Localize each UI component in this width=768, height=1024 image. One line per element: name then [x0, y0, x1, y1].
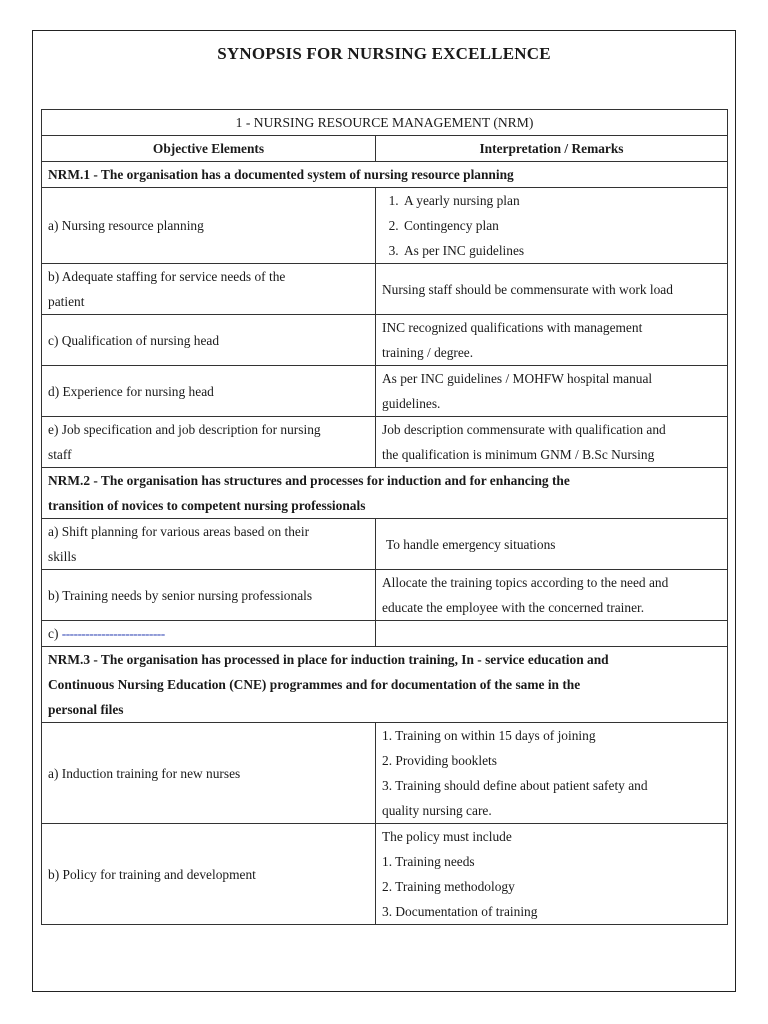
- list-item: 1. A yearly nursing plan: [402, 188, 721, 213]
- text-line: staff: [48, 447, 72, 462]
- element-nrm3-b: b) Policy for training and development: [42, 824, 376, 925]
- text-line: NRM.2 - The organisation has structures and processes for induction and for enhancing the: [48, 473, 570, 488]
- list-item: 2. Contingency plan: [402, 213, 721, 238]
- column-header-remarks: Interpretation / Remarks: [376, 136, 728, 162]
- text-line: e) Job specification and job description for nursing: [48, 422, 321, 437]
- standard-row-nrm2: [42, 468, 728, 519]
- section-title-row: [42, 110, 728, 136]
- text-line: personal files: [48, 702, 124, 717]
- standard-nrm1: NRM.1 - The organisation has a documented system of nursing resource planning: [42, 162, 728, 188]
- remarks-nrm2-a: [376, 519, 728, 570]
- text-line: the qualification is minimum GNM / B.Sc Nursing: [382, 447, 655, 462]
- element-nrm1-d: d) Experience for nursing head: [42, 366, 376, 417]
- text-line: training / degree.: [382, 345, 474, 360]
- element-prefix: c): [48, 626, 59, 641]
- table-row: [42, 188, 728, 264]
- text-line: patient: [48, 294, 85, 309]
- remarks-nrm2-c: [376, 621, 728, 647]
- text-line: transition of novices to competent nursing professionals: [48, 498, 366, 513]
- text-line: Allocate the training topics according to the need and: [382, 575, 669, 590]
- section-title: 1 - NURSING RESOURCE MANAGEMENT (NRM): [42, 110, 728, 136]
- text-line: Job description commensurate with qualification and: [382, 422, 666, 437]
- text-line: 2. Training methodology: [382, 879, 515, 894]
- element-nrm1-e: [42, 417, 376, 468]
- list-item: 3. As per INC guidelines: [402, 238, 721, 263]
- remarks-nrm1-a: [376, 188, 728, 264]
- text-line: To handle emergency situations: [386, 536, 556, 552]
- table-row: [42, 417, 728, 468]
- table-row: [42, 264, 728, 315]
- remarks-nrm1-c: [376, 315, 728, 366]
- table-row: [42, 519, 728, 570]
- element-nrm1-c: c) Qualification of nursing head: [42, 315, 376, 366]
- table-row: [42, 315, 728, 366]
- text-line: 2. Providing booklets: [382, 753, 497, 768]
- text-line: guidelines.: [382, 396, 441, 411]
- table-row: [42, 366, 728, 417]
- standard-row-nrm1: [42, 162, 728, 188]
- blank-placeholder: --------------------------: [61, 626, 165, 641]
- remarks-nrm1-d: [376, 366, 728, 417]
- text-line: 1. Training on within 15 days of joining: [382, 728, 596, 743]
- text-line: NRM.3 - The organisation has processed in place for induction training, In - service education and: [48, 652, 609, 667]
- element-nrm2-c: [42, 621, 376, 647]
- text-line: 3. Training should define about patient safety and: [382, 778, 648, 793]
- text-line: a) Shift planning for various areas based on their: [48, 524, 310, 539]
- text-line: INC recognized qualifications with management: [382, 320, 643, 335]
- element-nrm2-a: [42, 519, 376, 570]
- remarks-nrm3-a: [376, 723, 728, 824]
- remarks-nrm3-b: [376, 824, 728, 925]
- standard-row-nrm3: [42, 647, 728, 723]
- remarks-nrm2-b: [376, 570, 728, 621]
- text-line: Continuous Nursing Education (CNE) programmes and for documentation of the same in the: [48, 677, 581, 692]
- standard-nrm3: [42, 647, 728, 723]
- text-line: educate the employee with the concerned trainer.: [382, 600, 645, 615]
- table-row: [42, 723, 728, 824]
- text-line: The policy must include: [382, 829, 512, 844]
- element-nrm2-b: b) Training needs by senior nursing professionals: [42, 570, 376, 621]
- text-line: b) Adequate staffing for service needs of the: [48, 269, 286, 284]
- text-line: 3. Documentation of training: [382, 904, 538, 919]
- text-line: As per INC guidelines / MOHFW hospital manual: [382, 371, 653, 386]
- element-nrm1-b: [42, 264, 376, 315]
- text-line: 1. Training needs: [382, 854, 475, 869]
- text-line: skills: [48, 549, 77, 564]
- remarks-list: [382, 188, 721, 263]
- document-title: SYNOPSIS FOR NURSING EXCELLENCE: [217, 44, 551, 63]
- table-row: [42, 621, 728, 647]
- synopsis-table: [41, 109, 728, 925]
- element-nrm3-a: a) Induction training for new nurses: [42, 723, 376, 824]
- column-header-row: [42, 136, 728, 162]
- element-nrm1-a: a) Nursing resource planning: [42, 188, 376, 264]
- table-row: [42, 824, 728, 925]
- text-line: quality nursing care.: [382, 803, 492, 818]
- column-header-objective: Objective Elements: [42, 136, 376, 162]
- table-row: [42, 570, 728, 621]
- standard-nrm2: [42, 468, 728, 519]
- remarks-nrm1-e: [376, 417, 728, 468]
- remarks-nrm1-b: Nursing staff should be commensurate with work load: [376, 264, 728, 315]
